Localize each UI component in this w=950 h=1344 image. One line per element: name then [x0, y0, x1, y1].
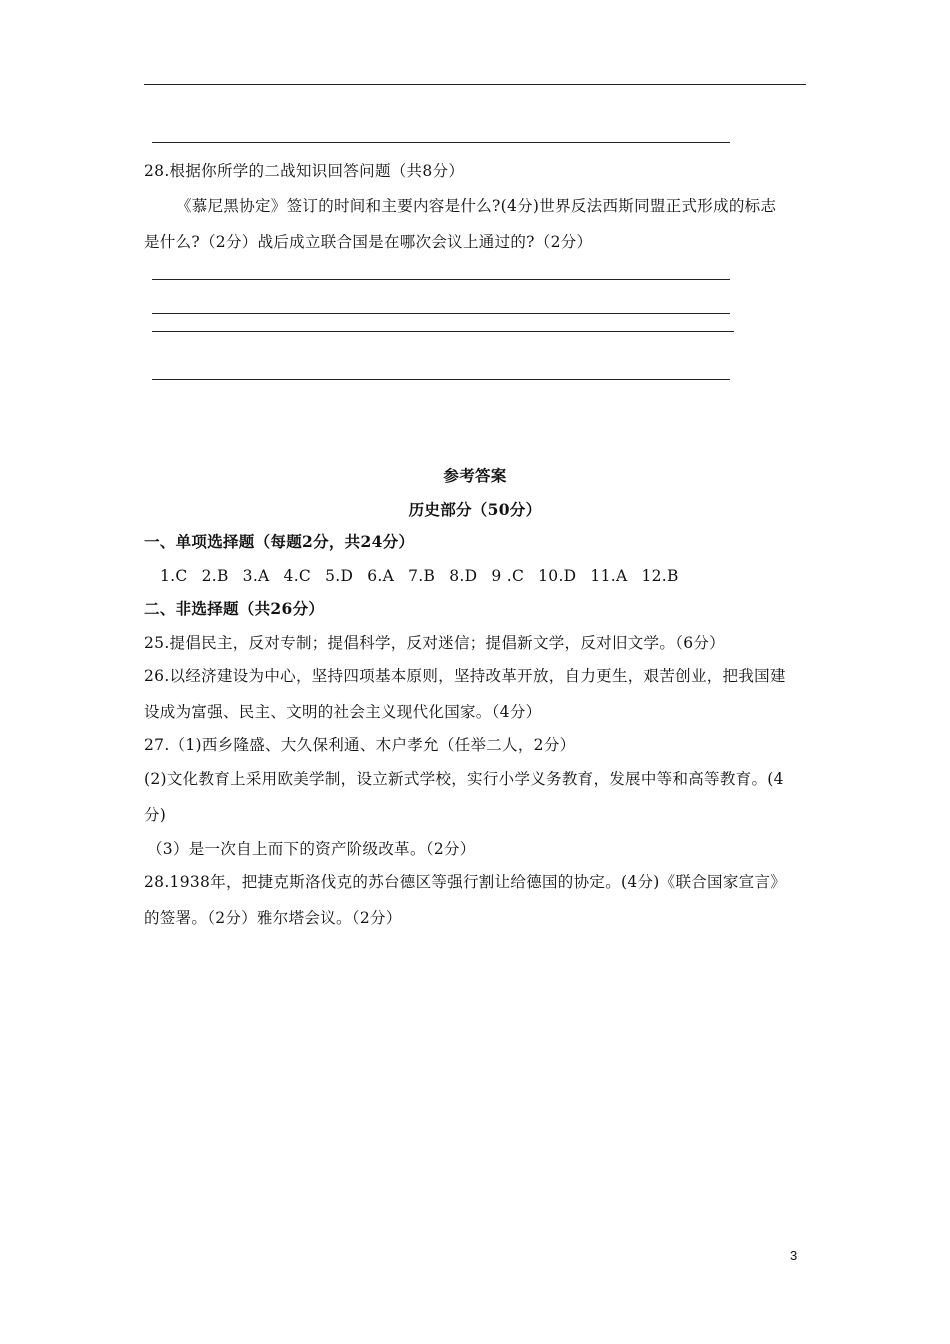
- answer-key-title: 参考答案: [443, 466, 507, 485]
- choice-answer: 7.B: [408, 567, 436, 585]
- answer-blank-line: [152, 142, 730, 143]
- choice-answer: 11.A: [590, 567, 628, 585]
- choice-answer: 10.D: [538, 567, 577, 585]
- answer-27-1: 27.（1)西乡隆盛、大久保利通、木户孝允（任举二人，2分）: [144, 736, 576, 754]
- answer-28-line: 28.1938年，把捷克斯洛伐克的苏台德区等强行割让给德国的协定。(4分)《联合国家宣言》: [144, 873, 787, 891]
- answer-26-line: 设成为富强、民主、文明的社会主义现代化国家。（4分）: [144, 703, 542, 721]
- header-rule: [144, 84, 806, 85]
- choice-answer: 2.B: [201, 567, 229, 585]
- answer-blank-line: [152, 331, 734, 332]
- answer-27-3: （3）是一次自上而下的资产阶级改革。（2分）: [147, 840, 476, 858]
- choice-answer: 3.A: [242, 567, 270, 585]
- answer-blank-line: [152, 279, 730, 280]
- page-number: 3: [790, 1248, 798, 1263]
- question-28-body-line: 是什么?（2分）战后成立联合国是在哪次会议上通过的?（2分）: [144, 233, 593, 251]
- answer-blank-line: [152, 313, 730, 314]
- choice-answer: 9 .C: [491, 567, 525, 585]
- choice-answer: 6.A: [367, 567, 395, 585]
- answer-key-subtitle: 历史部分（50分）: [408, 500, 542, 519]
- choice-answer: 8.D: [449, 567, 478, 585]
- choice-answer: 4.C: [283, 567, 312, 585]
- answer-25: 25.提倡民主，反对专制；提倡科学，反对迷信；提倡新文学，反对旧文学。（6分）: [144, 634, 725, 652]
- answer-26-line: 26.以经济建设为中心，坚持四项基本原则，坚持改革开放，自力更生，艰苦创业，把我国建: [144, 667, 786, 685]
- question-28-title: 28.根据你所学的二战知识回答问题（共8分）: [144, 162, 465, 180]
- choice-answers: [160, 566, 693, 586]
- section-2-heading: 二、非选择题（共26分）: [144, 599, 325, 618]
- section-1-heading: 一、单项选择题（每题2分，共24分）: [144, 532, 415, 551]
- question-28-body-line: 《慕尼黑协定》签订的时间和主要内容是什么?(4分)世界反法西斯同盟正式形成的标志: [176, 197, 777, 215]
- answer-27-2-line: (2)文化教育上采用欧美学制，设立新式学校，实行小学义务教育，发展中等和高等教育。(4: [144, 770, 784, 788]
- choice-answer: 5.D: [325, 567, 354, 585]
- answer-blank-line: [152, 379, 730, 380]
- choice-answer: 12.B: [641, 567, 679, 585]
- answer-28-line: 的签署。（2分）雅尔塔会议。（2分）: [144, 909, 402, 927]
- answer-27-2-line: 分): [144, 806, 167, 824]
- choice-answer: 1.C: [160, 567, 188, 585]
